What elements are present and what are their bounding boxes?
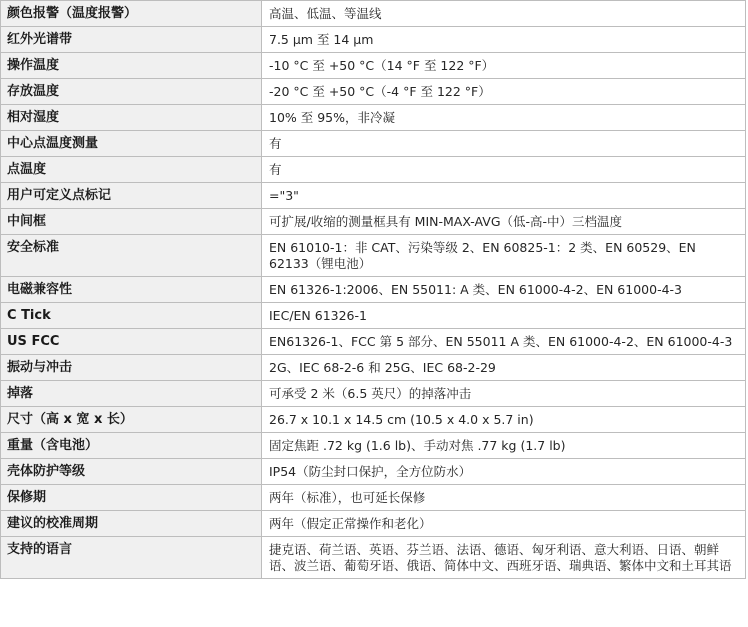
spec-label-calibration: 建议的校准周期: [1, 511, 262, 537]
spec-value-humidity: 10% 至 95%，非冷凝: [262, 105, 746, 131]
spec-label-us-fcc: US FCC: [1, 329, 262, 355]
spec-value-user-markers: ="3": [262, 183, 746, 209]
spec-value-color-alarm: 高温、低温、等温线: [262, 1, 746, 27]
table-row: [1, 209, 746, 235]
spec-label-spot-temp: 点温度: [1, 157, 262, 183]
spec-value-operating-temp: -10 °C 至 +50 °C（14 °F 至 122 °F）: [262, 53, 746, 79]
spec-label-center-box: 中间框: [1, 209, 262, 235]
spec-value-enclosure: IP54（防尘封口保护，全方位防水）: [262, 459, 746, 485]
spec-label-c-tick: C Tick: [1, 303, 262, 329]
spec-label-operating-temp: 操作温度: [1, 53, 262, 79]
spec-label-safety: 安全标准: [1, 235, 262, 277]
spec-value-vibration: 2G、IEC 68-2-6 和 25G、IEC 68-2-29: [262, 355, 746, 381]
spec-label-color-alarm: 颜色报警（温度报警）: [1, 1, 262, 27]
spec-value-dimensions: 26.7 x 10.1 x 14.5 cm (10.5 x 4.0 x 5.7 in): [262, 407, 746, 433]
spec-value-warranty: 两年（标准），也可延长保修: [262, 485, 746, 511]
spec-label-enclosure: 壳体防护等级: [1, 459, 262, 485]
table-row: [1, 329, 746, 355]
spec-label-center-point: 中心点温度测量: [1, 131, 262, 157]
spec-label-languages: 支持的语言: [1, 537, 262, 579]
table-row: [1, 485, 746, 511]
spec-label-emc: 电磁兼容性: [1, 277, 262, 303]
spec-value-languages: 捷克语、荷兰语、英语、芬兰语、法语、德语、匈牙利语、意大利语、日语、朝鲜语、波兰语、葡萄牙语、俄语、简体中文、西班牙语、瑞典语、繁体中文和土耳其语: [262, 537, 746, 579]
spec-value-storage-temp: -20 °C 至 +50 °C（-4 °F 至 122 °F）: [262, 79, 746, 105]
table-row: [1, 537, 746, 579]
table-row: [1, 1, 746, 27]
spec-value-c-tick: IEC/EN 61326-1: [262, 303, 746, 329]
table-row: [1, 381, 746, 407]
spec-label-dimensions: 尺寸（高 x 宽 x 长）: [1, 407, 262, 433]
spec-label-storage-temp: 存放温度: [1, 79, 262, 105]
spec-label-weight: 重量（含电池）: [1, 433, 262, 459]
spec-value-us-fcc: EN61326-1、FCC 第 5 部分、EN 55011 A 类、EN 61000-4-2、EN 61000-4-3: [262, 329, 746, 355]
spec-label-warranty: 保修期: [1, 485, 262, 511]
table-row: [1, 131, 746, 157]
spec-value-emc: EN 61326-1:2006、EN 55011: A 类、EN 61000-4-2、EN 61000-4-3: [262, 277, 746, 303]
table-row: [1, 183, 746, 209]
spec-label-ir-band: 红外光谱带: [1, 27, 262, 53]
spec-label-user-markers: 用户可定义点标记: [1, 183, 262, 209]
spec-value-calibration: 两年（假定正常操作和老化）: [262, 511, 746, 537]
spec-value-center-point: 有: [262, 131, 746, 157]
spec-label-drop: 掉落: [1, 381, 262, 407]
table-row: [1, 157, 746, 183]
table-row: [1, 79, 746, 105]
table-row: [1, 303, 746, 329]
spec-value-weight: 固定焦距 .72 kg (1.6 lb)、手动对焦 .77 kg (1.7 lb): [262, 433, 746, 459]
table-row: [1, 235, 746, 277]
spec-value-drop: 可承受 2 米（6.5 英尺）的掉落冲击: [262, 381, 746, 407]
table-row: [1, 511, 746, 537]
table-row: [1, 105, 746, 131]
spec-label-vibration: 振动与冲击: [1, 355, 262, 381]
table-row: [1, 277, 746, 303]
spec-value-spot-temp: 有: [262, 157, 746, 183]
spec-value-ir-band: 7.5 µm 至 14 µm: [262, 27, 746, 53]
table-row: [1, 433, 746, 459]
table-row: [1, 459, 746, 485]
spec-value-safety: EN 61010-1：非 CAT、污染等级 2、EN 60825-1：2 类、EN 60529、EN 62133（锂电池）: [262, 235, 746, 277]
table-row: [1, 407, 746, 433]
spec-label-humidity: 相对湿度: [1, 105, 262, 131]
table-row: [1, 53, 746, 79]
spec-value-center-box: 可扩展/收缩的测量框具有 MIN-MAX-AVG（低-高-中）三档温度: [262, 209, 746, 235]
table-row: [1, 27, 746, 53]
table-row: [1, 355, 746, 381]
